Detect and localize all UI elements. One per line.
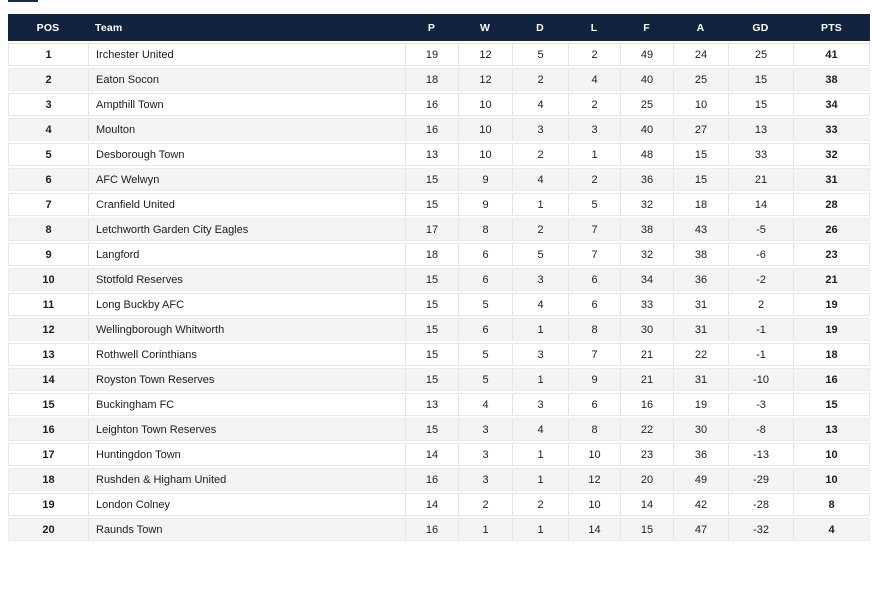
cell-points: 10 xyxy=(793,443,870,466)
header-pos: POS xyxy=(8,14,88,41)
cell-team-name: Cranfield United xyxy=(88,193,405,216)
cell-lost: 2 xyxy=(568,168,620,191)
cell-won: 10 xyxy=(458,143,512,166)
cell-position: 1 xyxy=(8,43,88,66)
table-row xyxy=(8,368,870,391)
cell-team-name: London Colney xyxy=(88,493,405,516)
cell-drawn: 3 xyxy=(512,343,568,366)
cell-goals-against: 27 xyxy=(673,118,728,141)
cell-team-name: Royston Town Reserves xyxy=(88,368,405,391)
cell-won: 9 xyxy=(458,193,512,216)
cell-goal-difference: 33 xyxy=(728,143,793,166)
table-row xyxy=(8,393,870,416)
cell-won: 12 xyxy=(458,43,512,66)
cell-goals-for: 48 xyxy=(620,143,673,166)
cell-drawn: 1 xyxy=(512,518,568,541)
cell-goal-difference: 14 xyxy=(728,193,793,216)
cell-position: 15 xyxy=(8,393,88,416)
cell-goal-difference: -1 xyxy=(728,343,793,366)
cell-drawn: 3 xyxy=(512,118,568,141)
cell-won: 3 xyxy=(458,443,512,466)
table-row xyxy=(8,268,870,291)
cell-won: 3 xyxy=(458,418,512,441)
table-row xyxy=(8,468,870,491)
cell-won: 1 xyxy=(458,518,512,541)
cell-position: 3 xyxy=(8,93,88,116)
cell-lost: 4 xyxy=(568,68,620,91)
cell-points: 15 xyxy=(793,393,870,416)
cell-won: 4 xyxy=(458,393,512,416)
cell-points: 23 xyxy=(793,243,870,266)
cell-goals-against: 10 xyxy=(673,93,728,116)
cell-goals-for: 34 xyxy=(620,268,673,291)
cell-won: 6 xyxy=(458,268,512,291)
cell-lost: 10 xyxy=(568,443,620,466)
cell-played: 17 xyxy=(405,218,458,241)
cell-goals-against: 15 xyxy=(673,143,728,166)
league-table-container xyxy=(8,12,870,543)
cell-points: 16 xyxy=(793,368,870,391)
cell-goals-against: 36 xyxy=(673,443,728,466)
cell-played: 18 xyxy=(405,243,458,266)
cell-lost: 14 xyxy=(568,518,620,541)
cell-goal-difference: -8 xyxy=(728,418,793,441)
cell-position: 20 xyxy=(8,518,88,541)
cell-lost: 2 xyxy=(568,43,620,66)
cell-goals-against: 31 xyxy=(673,368,728,391)
cell-played: 13 xyxy=(405,143,458,166)
cell-goals-for: 36 xyxy=(620,168,673,191)
top-edge-artifact xyxy=(8,0,38,2)
cell-drawn: 1 xyxy=(512,443,568,466)
cell-goals-for: 40 xyxy=(620,68,673,91)
cell-team-name: Ampthill Town xyxy=(88,93,405,116)
header-goals-against: A xyxy=(673,14,728,41)
cell-played: 15 xyxy=(405,418,458,441)
cell-position: 16 xyxy=(8,418,88,441)
cell-drawn: 3 xyxy=(512,393,568,416)
cell-goal-difference: -3 xyxy=(728,393,793,416)
cell-played: 14 xyxy=(405,493,458,516)
cell-goals-for: 22 xyxy=(620,418,673,441)
cell-lost: 2 xyxy=(568,93,620,116)
cell-points: 31 xyxy=(793,168,870,191)
cell-team-name: Long Buckby AFC xyxy=(88,293,405,316)
cell-goals-for: 20 xyxy=(620,468,673,491)
header-lost: L xyxy=(568,14,620,41)
cell-played: 16 xyxy=(405,118,458,141)
cell-goals-against: 15 xyxy=(673,168,728,191)
cell-played: 15 xyxy=(405,343,458,366)
cell-points: 4 xyxy=(793,518,870,541)
cell-lost: 6 xyxy=(568,268,620,291)
cell-played: 19 xyxy=(405,43,458,66)
table-row xyxy=(8,443,870,466)
cell-goals-against: 31 xyxy=(673,293,728,316)
cell-position: 2 xyxy=(8,68,88,91)
cell-goals-against: 49 xyxy=(673,468,728,491)
cell-points: 21 xyxy=(793,268,870,291)
cell-lost: 8 xyxy=(568,418,620,441)
cell-played: 15 xyxy=(405,318,458,341)
cell-goal-difference: -5 xyxy=(728,218,793,241)
cell-points: 13 xyxy=(793,418,870,441)
cell-lost: 12 xyxy=(568,468,620,491)
cell-goals-against: 30 xyxy=(673,418,728,441)
cell-won: 2 xyxy=(458,493,512,516)
cell-drawn: 1 xyxy=(512,468,568,491)
cell-lost: 6 xyxy=(568,293,620,316)
cell-drawn: 1 xyxy=(512,318,568,341)
cell-goal-difference: 13 xyxy=(728,118,793,141)
cell-won: 3 xyxy=(458,468,512,491)
header-drawn: D xyxy=(512,14,568,41)
cell-position: 5 xyxy=(8,143,88,166)
cell-goal-difference: -13 xyxy=(728,443,793,466)
cell-goal-difference: 25 xyxy=(728,43,793,66)
cell-goals-against: 31 xyxy=(673,318,728,341)
cell-drawn: 2 xyxy=(512,143,568,166)
cell-goal-difference: 2 xyxy=(728,293,793,316)
cell-team-name: AFC Welwyn xyxy=(88,168,405,191)
cell-played: 15 xyxy=(405,268,458,291)
cell-drawn: 4 xyxy=(512,168,568,191)
cell-position: 19 xyxy=(8,493,88,516)
cell-lost: 6 xyxy=(568,393,620,416)
cell-drawn: 2 xyxy=(512,493,568,516)
cell-goals-for: 21 xyxy=(620,368,673,391)
cell-goals-against: 19 xyxy=(673,393,728,416)
cell-points: 32 xyxy=(793,143,870,166)
header-goal-difference: GD xyxy=(728,14,793,41)
cell-drawn: 3 xyxy=(512,268,568,291)
cell-played: 15 xyxy=(405,168,458,191)
header-points: PTS xyxy=(793,14,870,41)
header-team: Team xyxy=(88,14,405,41)
cell-goals-against: 36 xyxy=(673,268,728,291)
cell-goal-difference: -28 xyxy=(728,493,793,516)
header-goals-for: F xyxy=(620,14,673,41)
cell-position: 18 xyxy=(8,468,88,491)
cell-goals-for: 21 xyxy=(620,343,673,366)
cell-lost: 3 xyxy=(568,118,620,141)
cell-team-name: Eaton Socon xyxy=(88,68,405,91)
table-row xyxy=(8,118,870,141)
cell-won: 5 xyxy=(458,368,512,391)
cell-position: 12 xyxy=(8,318,88,341)
cell-team-name: Leighton Town Reserves xyxy=(88,418,405,441)
cell-position: 14 xyxy=(8,368,88,391)
cell-goals-for: 33 xyxy=(620,293,673,316)
cell-goals-for: 23 xyxy=(620,443,673,466)
table-row xyxy=(8,218,870,241)
cell-won: 8 xyxy=(458,218,512,241)
cell-won: 12 xyxy=(458,68,512,91)
cell-goal-difference: 15 xyxy=(728,93,793,116)
cell-goal-difference: 15 xyxy=(728,68,793,91)
header-row xyxy=(8,14,870,41)
cell-points: 8 xyxy=(793,493,870,516)
cell-goals-against: 24 xyxy=(673,43,728,66)
cell-drawn: 2 xyxy=(512,68,568,91)
cell-won: 10 xyxy=(458,118,512,141)
header-played: P xyxy=(405,14,458,41)
cell-points: 34 xyxy=(793,93,870,116)
cell-goals-for: 32 xyxy=(620,193,673,216)
cell-points: 18 xyxy=(793,343,870,366)
cell-points: 33 xyxy=(793,118,870,141)
cell-points: 26 xyxy=(793,218,870,241)
cell-goal-difference: -32 xyxy=(728,518,793,541)
table-row xyxy=(8,93,870,116)
cell-goals-for: 49 xyxy=(620,43,673,66)
cell-goal-difference: -29 xyxy=(728,468,793,491)
cell-position: 4 xyxy=(8,118,88,141)
cell-drawn: 4 xyxy=(512,93,568,116)
cell-won: 5 xyxy=(458,343,512,366)
cell-played: 16 xyxy=(405,93,458,116)
cell-position: 11 xyxy=(8,293,88,316)
table-row xyxy=(8,243,870,266)
cell-position: 7 xyxy=(8,193,88,216)
cell-played: 13 xyxy=(405,393,458,416)
cell-lost: 9 xyxy=(568,368,620,391)
league-table xyxy=(8,12,870,543)
cell-goal-difference: -6 xyxy=(728,243,793,266)
cell-goals-against: 22 xyxy=(673,343,728,366)
cell-goals-for: 40 xyxy=(620,118,673,141)
cell-lost: 1 xyxy=(568,143,620,166)
cell-points: 19 xyxy=(793,293,870,316)
cell-drawn: 4 xyxy=(512,418,568,441)
cell-played: 15 xyxy=(405,293,458,316)
cell-goals-for: 30 xyxy=(620,318,673,341)
cell-goals-against: 38 xyxy=(673,243,728,266)
cell-goals-for: 14 xyxy=(620,493,673,516)
cell-drawn: 5 xyxy=(512,243,568,266)
cell-points: 38 xyxy=(793,68,870,91)
cell-lost: 10 xyxy=(568,493,620,516)
cell-goals-for: 38 xyxy=(620,218,673,241)
table-row xyxy=(8,343,870,366)
cell-team-name: Desborough Town xyxy=(88,143,405,166)
cell-played: 15 xyxy=(405,193,458,216)
cell-team-name: Huntingdon Town xyxy=(88,443,405,466)
cell-won: 6 xyxy=(458,243,512,266)
cell-team-name: Rushden & Higham United xyxy=(88,468,405,491)
cell-goal-difference: 21 xyxy=(728,168,793,191)
table-row xyxy=(8,418,870,441)
table-row xyxy=(8,43,870,66)
cell-drawn: 4 xyxy=(512,293,568,316)
table-row xyxy=(8,168,870,191)
cell-team-name: Moulton xyxy=(88,118,405,141)
cell-position: 9 xyxy=(8,243,88,266)
cell-lost: 7 xyxy=(568,243,620,266)
cell-team-name: Raunds Town xyxy=(88,518,405,541)
cell-points: 19 xyxy=(793,318,870,341)
league-table-body xyxy=(8,43,870,541)
table-row xyxy=(8,518,870,541)
header-won: W xyxy=(458,14,512,41)
cell-drawn: 2 xyxy=(512,218,568,241)
cell-position: 13 xyxy=(8,343,88,366)
cell-goals-for: 32 xyxy=(620,243,673,266)
cell-points: 10 xyxy=(793,468,870,491)
cell-position: 8 xyxy=(8,218,88,241)
table-row xyxy=(8,68,870,91)
cell-team-name: Wellingborough Whitworth xyxy=(88,318,405,341)
cell-goals-for: 25 xyxy=(620,93,673,116)
cell-played: 15 xyxy=(405,368,458,391)
cell-goal-difference: -10 xyxy=(728,368,793,391)
cell-played: 16 xyxy=(405,468,458,491)
cell-goals-against: 18 xyxy=(673,193,728,216)
cell-played: 16 xyxy=(405,518,458,541)
cell-drawn: 1 xyxy=(512,193,568,216)
cell-lost: 5 xyxy=(568,193,620,216)
cell-played: 14 xyxy=(405,443,458,466)
cell-position: 6 xyxy=(8,168,88,191)
table-row xyxy=(8,493,870,516)
cell-goal-difference: -2 xyxy=(728,268,793,291)
cell-won: 6 xyxy=(458,318,512,341)
cell-goals-for: 16 xyxy=(620,393,673,416)
cell-goals-against: 25 xyxy=(673,68,728,91)
cell-goals-for: 15 xyxy=(620,518,673,541)
cell-won: 5 xyxy=(458,293,512,316)
cell-points: 28 xyxy=(793,193,870,216)
cell-team-name: Langford xyxy=(88,243,405,266)
cell-team-name: Stotfold Reserves xyxy=(88,268,405,291)
cell-team-name: Irchester United xyxy=(88,43,405,66)
table-header xyxy=(8,14,870,41)
cell-goals-against: 43 xyxy=(673,218,728,241)
cell-lost: 7 xyxy=(568,343,620,366)
cell-team-name: Rothwell Corinthians xyxy=(88,343,405,366)
cell-won: 9 xyxy=(458,168,512,191)
cell-drawn: 5 xyxy=(512,43,568,66)
table-row xyxy=(8,293,870,316)
cell-team-name: Letchworth Garden City Eagles xyxy=(88,218,405,241)
cell-drawn: 1 xyxy=(512,368,568,391)
cell-won: 10 xyxy=(458,93,512,116)
table-row xyxy=(8,193,870,216)
cell-goals-against: 42 xyxy=(673,493,728,516)
cell-goals-against: 47 xyxy=(673,518,728,541)
table-row xyxy=(8,143,870,166)
cell-points: 41 xyxy=(793,43,870,66)
cell-lost: 8 xyxy=(568,318,620,341)
cell-team-name: Buckingham FC xyxy=(88,393,405,416)
cell-lost: 7 xyxy=(568,218,620,241)
cell-position: 10 xyxy=(8,268,88,291)
cell-goal-difference: -1 xyxy=(728,318,793,341)
cell-position: 17 xyxy=(8,443,88,466)
table-row xyxy=(8,318,870,341)
cell-played: 18 xyxy=(405,68,458,91)
